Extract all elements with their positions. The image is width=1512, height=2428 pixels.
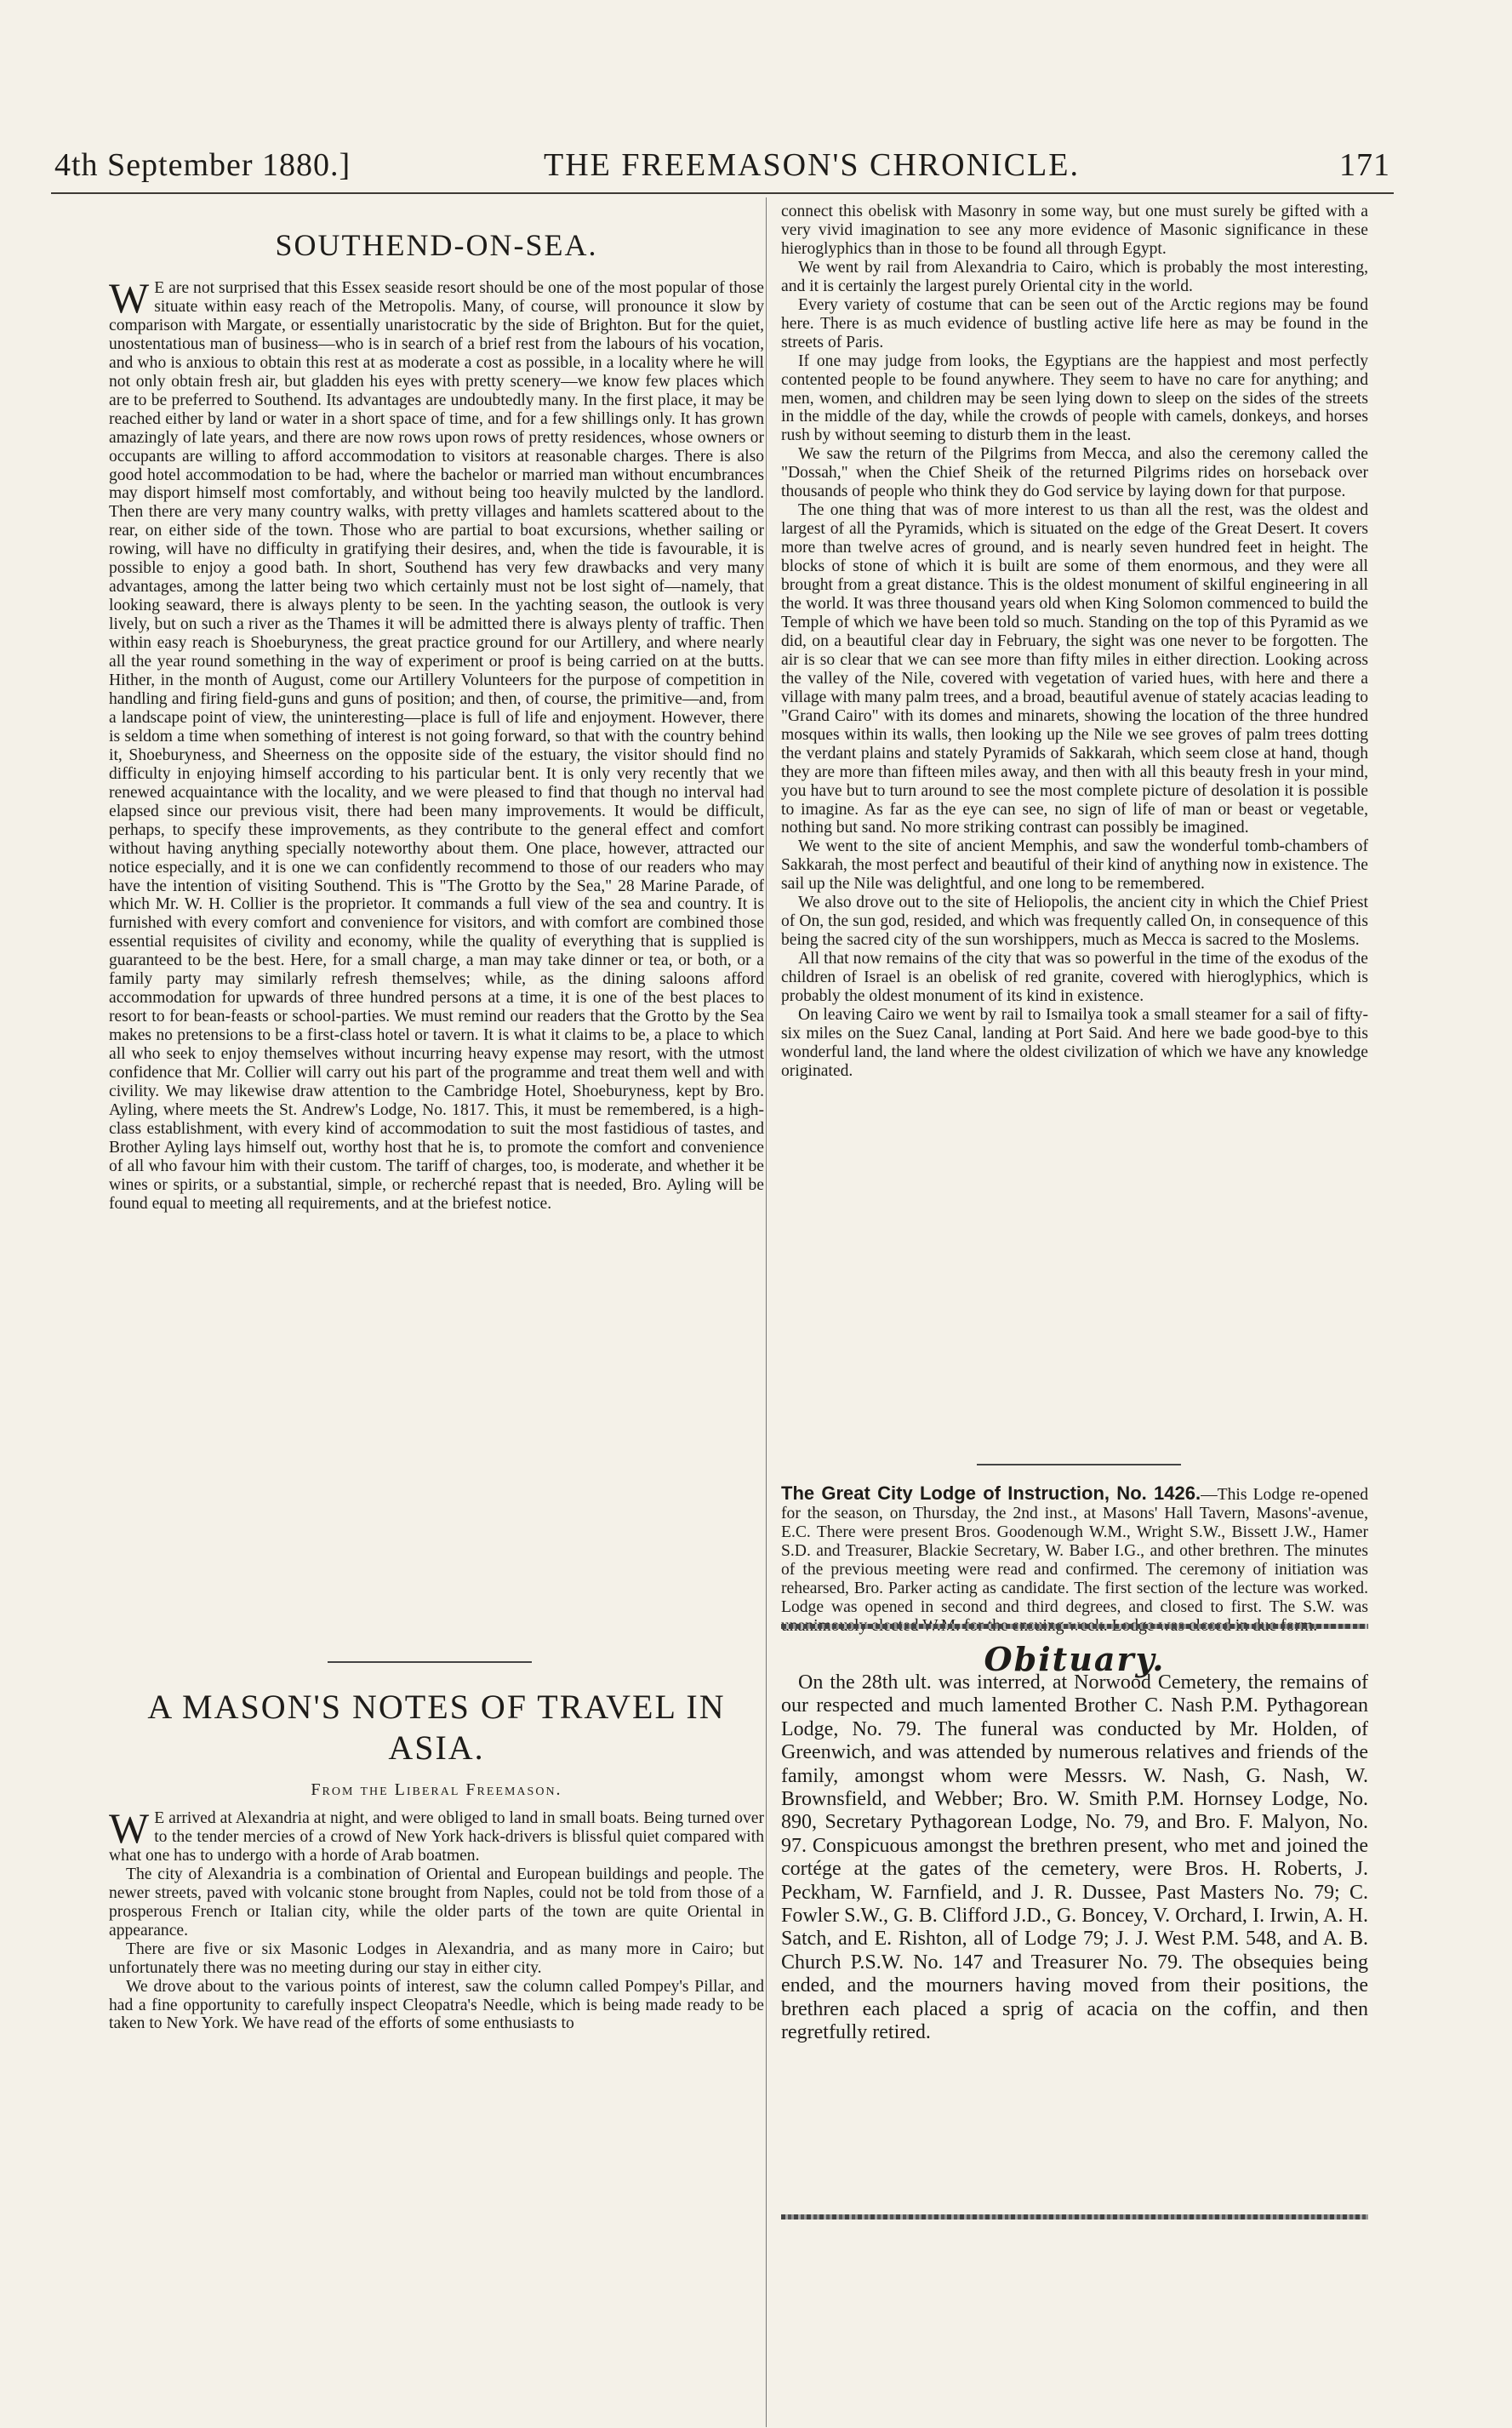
travel-paragraph: W E arrived at Alexandria at night, and were obliged to land in small boats. Being turned over to the tender mercies of a crowd of New York hack-drivers is blissful quiet compared with what one has to undergo with a horde of Arab boatmen.	[109, 1804, 764, 1865]
page-number: 171	[1339, 147, 1390, 183]
lodge-title: The Great City Lodge of Instruction, No. 1426.	[781, 1483, 1201, 1504]
travel-article-left	[109, 1687, 764, 2033]
obituary-title: Obituary.	[984, 1640, 1166, 1678]
travel-paragraph: Every variety of costume that can be seen out of the Arctic regions may be found here. There is as much evidence of bustling active life here as may be found in the streets of Paris.	[781, 295, 1368, 351]
obituary-text: On the 28th ult. was interred, at Norwood Cemetery, the remains of our respected and much lamented Brother C. Nash P.M. Pythagorean Lodge, No. 79. The funeral was conducted by Mr. Holden, of Greenwich, and was attended by numerous relatives and friends of the family, amongst whom were Messrs. W. Nash, G. Nash, W. Brownsfield, and Webber; Bro. W. Smith P.M. Hornsey Lodge, No. 890, Secretary Pythagorean Lodge, No. 79, and Bro. F. Malyon, No. 97. Conspicuous amongst the brethren present, who met and joined the cortége at the gates of the cemetery, were Bros. H. Roberts, J. Peckham, W. Farnfield, and J. R. Dussee, Past Masters No. 79; C. Fowler S.W., G. B. Clifford J.D., G. Boncey, V. Orchard, I. Irwin, A. H. Satch, and E. Rishton, all of Lodge 79; J. J. West P.M. 548, and A. B. Church P.S.W. No. 147 and Treasurer No. 79. The obsequies being ended, and the mourners having moved from their positions, the brethren each placed a sprig of acacia on the coffin, and then regretfully retired.	[781, 1671, 1368, 2044]
lodge-text: —This Lodge re-opened for the season, on Thursday, the 2nd inst., at Masons' Hall Tavern, Masons'-avenue, E.C. There were present Bros. Goodenough W.M., Wright S.W., Bissett J.W., Hamer S.D. and Treasurer, Blackie Secretary, W. Baber I.G., and other brethren. The minutes of the previous meeting were read and confirmed. The ceremony of initiation was rehearsed, Bro. Parker acting as candidate. The first section of the lecture was worked. Lodge was opened in second and third degrees, and closed to first. The S.W. was	[781, 1486, 1369, 1616]
southend-paragraph	[109, 274, 764, 1214]
travel-paragraph: On leaving Cairo we went by rail to Ismailya took a small steamer for a sail of fifty-six miles on the Suez Canal, landing at Port Said. And here we bade good-bye to this wonderful land, the land where the oldest civilization of which we have any knowledge originated.	[781, 1005, 1368, 1080]
travel-paragraph: We went to the site of ancient Memphis, and saw the wonderful tomb-chambers of Sakkarah, the most perfect and beautiful of their kind of anything now in existence. The sail up the Nile was delightful, and one long to be remembered.	[781, 837, 1368, 894]
travel-paragraph: The city of Alexandria is a combination of Oriental and European buildings and people. The newer streets, paved with volcanic stone brought from Naples, could not be told from those of a prosperous French or Italian city, while the older parts of the town are quite Oriental in appearance.	[109, 1865, 764, 1940]
travel-dropcap: W	[109, 1804, 150, 1852]
travel-byline: From the Liberal Freemason.	[311, 1780, 562, 1799]
ornamental-rule	[781, 2214, 1368, 2219]
travel-title: A MASON'S NOTES OF TRAVEL IN ASIA.	[147, 1688, 726, 1767]
southend-dropcap: W	[109, 274, 150, 322]
travel-paragraph: We went by rail from Alexandria to Cairo, which is probably the most interesting, and it is certainly the largest purely Oriental city in the world.	[781, 258, 1368, 295]
header-title: THE FREEMASON'S CHRONICLE.	[544, 147, 1080, 183]
header-date: 4th September 1880.]	[54, 147, 351, 183]
running-header	[54, 146, 1390, 187]
travel-paragraph: We drove about to the various points of interest, saw the column called Pompey's Pillar, and had a fine opportunity to carefully inspect Cleopatra's Needle, which is being made ready to be taken to New York. We have read of the efforts of some enthusiasts to	[109, 1977, 764, 2033]
travel-paragraph: connect this obelisk with Masonry in some way, but one must surely be gifted with a very vivid imagination to see any more evidence of Masonic significance in these hieroglyphics than in those to be found all through Egypt.	[781, 203, 1368, 258]
southend-text: E are not surprised that this Essex seaside resort should be one of the most popular of those situate within easy reach of the Metropolis. Many, of course, will pronounce it slow by comparison with Margate, or essentially unaristocratic by the side of Brighton. But for the quiet, unostentatious man of business—who is in search of a brief rest from the labours of his vocation, and who is anxious to obtain this rest at as moderate a cost as possible, in a locality where he will not only obtain fresh air, but gladden his eyes with pretty scenery—we know few places which are to be preferred to Southend. Its advantages are undoubtedly many. In the first place, it may be reached either by land or water in a short space of time, and for a few shillings only. It has grown amazingly of late years, and there are now rows upon rows of pretty residences, whose owners or occupants are willing to afford accommodation to visitors at reasonable charges. There is also good hotel accommodation to be had, where the bachelor or married man without encumbrances may disport himself most comfortably, and without being too heavily mulcted by the landlord. Then there are very many country walks, with pretty villages and hamlets scattered about to the rear, on either side of the town. Those who are partial to boat excursions, whether sailing or rowing, will have no difficulty in gratifying their desires, and, when the tide is favourable, it is possible to enjoy a good bath. In short, Southend has very few drawbacks and very many advantages, among the latter being two which certainly must not be lost sight of—namely, that looking seaward, there is always plenty to be seen. In the yachting season, the outlook is very lively, but on such a river as the Thames it will be admitted there is always plenty of traffic. Then within easy reach is Shoeburyness, the great practice ground for our Artillery, and where nearly all the year round something in the way of experiment or proof is being carried on at the butts. Hither, in the month of August, come our Artillery Volunteers for the purpose of competition in handling and firing field-guns and guns of position; and then, of course, the primitive—and, from a landscape point of view, the uninteresting—place is full of life and enjoyment. However, there is seldom a time when something of interest is not going forward, so that with the country behind it, Shoeburyness, and Sheerness on the opposite side of the estuary, the visitor should find no difficulty in enjoying himself according to his particular bent. It is only very recently that we renewed acquaintance with the locality, and we were pleased to find that though no interval had elapsed since our previous visit, there had been many improvements. It would be difficult, perhaps, to specify these improvements, as they contribute to the general effect and comfort without having anything specially noteworthy about them. One place, however, attracted our notice especially, and it is one we can confidently recommend to those of our readers who may have the intention of visiting Southend. This is "The Grotto by the Sea," 28 Marine Parade, of which Mr. W. H. Collier is the proprietor. It commands a full view of the sea and country. It is furnished with every comfort and convenience for visitors, and with comfort are combined those essential requisites of civility and economy, while the quality of everything that is supplied is guaranteed to be the best. Here, for a small charge, a man may take dinner or tea, or both, or a family party may similarly refresh themselves; while, as the dining saloons afford accommodation for upwards of three hundred persons at a time, it is one of the best places to resort to for bean-feasts or school-parties. We must remind our readers that the Grotto by the Sea makes no pretensions to be a first-class hotel or tavern. It is what it claims to be, a place to which all who seek to enjoy themselves without incurring heavy expense may resort, with the utmost confidence that Mr. Collier will carry out his part of the programme and treat them well and with civility. We may likewise draw attention to the Cambridge Hotel, Shoeburyness, kept by Bro. Ayling, where meets the St. Andrew's Lodge, No. 1817. This, it must be remembered, is a high-class establishment, with every kind of accommodation to suit the most fastidious of tastes, and Brother Ayling lays himself out, worthy host that he is, to promote the comfort and convenience of all who favour him with their custom. The tariff of charges, too, is moderate, and whether it be wines or spirits, or a substantial, simple, or recherché repast that is needed, Bro. Ayling will be found equal to meeting all requirements, and at the briefest notice.	[109, 279, 764, 1213]
obituary-article	[781, 1671, 1368, 2045]
travel-paragraph: If one may judge from looks, the Egyptians are the happiest and most perfectly contented people to be found anywhere. They seem to have no care for anything; and men, women, and children may be seen lying down to sleep on the sides of the streets in the middle of the day, while the crowds of people with camels, donkeys, and horses rush by without seeming to disturb them in the least.	[781, 351, 1368, 445]
section-divider	[328, 1661, 532, 1663]
travel-paragraph: The one thing that was of more interest to us than all the rest, was the oldest and largest of all the Pyramids, which is situated on the edge of the Great Desert. It covers more than twelve acres of ground, and is nearly seven hundred feet in height. The blocks of stone of which it is built are some of them enormous, and they were all brought from a great distance. This is the oldest monument of skilful engineering in all the world. It was three thousand years old when King Solomon commenced to build the Temple of which we have been told so much. Standing on the top of this Pyramid as we did, on a beautiful clear day in February, the sight was one never to be forgotten. The air is so clear that we can see more than fifty miles in either direction. Looking across the valley of the Nile, covered with vegetation of varied hues, with here and there a village with many palm trees, and a broad, beautiful avenue of stately acacias leading to "Grand Cairo" with its domes and minarets, showing the location of the three hundred mosques within its walls, then looking up the Nile we see groves of palm trees dotting the verdant plains and stately Pyramids of Sakkarah, which seem close at hand, though they are more than fifteen miles away, and then with all this beauty fresh in your mind, you have but to turn around to see the most complete picture of desolation it is possible to imagine. As far as the eye can see, no sign of life of man or beast or vegetable, nothing but sand. No more striking contrast can possibly be imagined.	[781, 501, 1368, 837]
travel-paragraph: There are five or six Masonic Lodges in Alexandria, and as many more in Cairo; but unfortunately there was no meeting during our stay in either city.	[109, 1940, 764, 1977]
header-rule	[51, 192, 1394, 194]
travel-paragraph: We saw the return of the Pilgrims from Mecca, and also the ceremony called the "Dossah," when the Chief Sheik of the returned Pilgrims rides on horseback over thousands of people who think they do God service by laying down for that purpose.	[781, 445, 1368, 501]
section-divider	[977, 1464, 1181, 1465]
southend-title: SOUTHEND-ON-SEA.	[275, 228, 598, 262]
ornamental-rule	[781, 1624, 1368, 1629]
travel-article-right	[781, 203, 1368, 1081]
travel-paragraph: All that now remains of the city that was so powerful in the time of the exodus of the children of Israel is an obelisk of red granite, covered with hieroglyphics, which is probably the oldest monument of its kind in existence.	[781, 950, 1368, 1006]
column-divider	[766, 197, 767, 2427]
lodge-notice	[781, 1484, 1368, 1636]
southend-article	[109, 228, 764, 1214]
travel-paragraph: We also drove out to the site of Heliopolis, the ancient city in which the Chief Priest of On, the sun god, resided, and which was frequently called On, in consequence of this being the sacred city of the sun worshippers, much as Mecca is sacred to the Moslems.	[781, 894, 1368, 950]
